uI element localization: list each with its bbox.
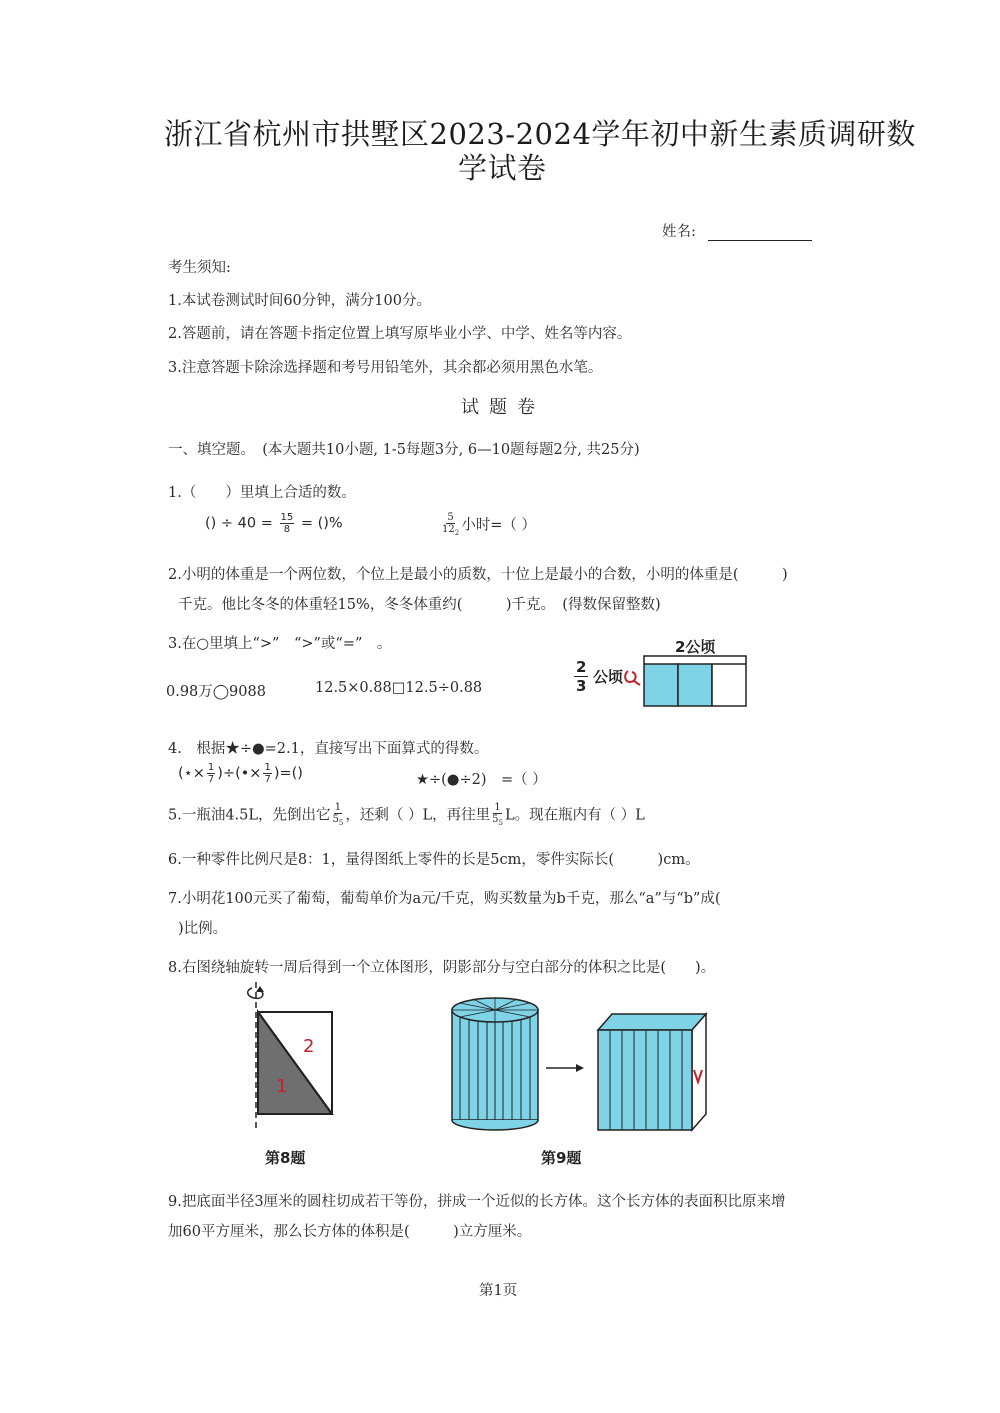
question-8: 8.右图绕轴旋转一周后得到一个立体图形，阴影部分与空白部分的体积之比是( )。 (168, 960, 716, 976)
q4-fraction (263, 762, 271, 785)
fraction-numerator: 1 (207, 762, 215, 773)
filled-part (644, 664, 678, 706)
question-7-line1: 7.小明花100元买了葡萄，葡萄单价为a元/千克，购买数量为b千克，那么“a”与“b”成( (168, 891, 721, 907)
q3-figure-unit: 公顷 (593, 668, 624, 686)
question-2-line2: 千克。他比冬冬的体重轻15%，冬冬体重约( )千克。 (得数保留整数) (178, 597, 661, 613)
name-field (662, 220, 812, 241)
cylinder-bottom (452, 1120, 538, 1130)
q1-fraction-b (442, 512, 459, 539)
question-9-line1: 9.把底面半径3厘米的圆柱切成若干等份，拼成一个近似的长方体。这个长方体的表面积比原来增 (168, 1194, 786, 1210)
q1-expression-a (205, 512, 343, 535)
notice-heading: 考生须知: (168, 260, 231, 276)
fraction-denominator (442, 524, 459, 539)
denominator-subscript: 5 (338, 819, 344, 827)
q4-fraction (207, 762, 215, 785)
question-7-line2: )比例。 (178, 921, 228, 937)
fraction-denominator (492, 814, 503, 829)
name-blank (708, 226, 812, 241)
bracket (644, 656, 746, 664)
fraction-numerator: 1 (494, 802, 501, 813)
q5-fraction (492, 802, 503, 829)
fraction-denominator: 3 (576, 677, 587, 695)
name-label: 姓名: (662, 224, 696, 240)
label-1: 1 (276, 1076, 288, 1097)
arrow-head (576, 1064, 584, 1072)
q1-expression-b (440, 512, 536, 539)
fraction-denominator: 8 (283, 524, 291, 535)
q4-expression-a (178, 762, 303, 785)
q1-expr-left: () ÷ 40 = (205, 515, 273, 532)
fraction-numerator: 15 (280, 512, 294, 523)
q3-figure-fraction (574, 658, 588, 695)
fraction-denominator (333, 814, 344, 829)
denominator-value: 12 (442, 524, 455, 535)
question-4: 4. 根据★÷●=2.1，直接写出下面算式的得数。 (168, 741, 489, 757)
q3-figure-top-label: 2公顷 (675, 638, 716, 656)
q5-part: 5.一瓶油4.5L，先倒出它 (168, 807, 331, 824)
q5-part: ，还剩（ ）L，再往里 (345, 807, 491, 824)
cuboid-top (598, 1014, 706, 1030)
page-title: 浙江省杭州市拱墅区2023-2024学年初中新生素质调研数 (164, 117, 916, 151)
notice-item: 3.注意答题卡除涂选择题和考号用铅笔外，其余都必须用黑色水笔。 (168, 360, 603, 376)
q5-fraction (333, 802, 344, 829)
fraction-numerator: 1 (334, 802, 342, 813)
q1-expr-b-right: 小时=（ ） (461, 517, 536, 534)
question-5 (168, 802, 645, 829)
denominator-value: 5 (332, 814, 339, 825)
red-mark-tail (634, 681, 640, 685)
arrow-head (256, 986, 264, 992)
fraction-denominator: 7 (207, 774, 215, 785)
fraction-numerator: 1 (264, 762, 271, 773)
q1-expr-right: = ()% (300, 515, 343, 532)
q3-expression-1: 0.98万◯9088 (166, 684, 266, 700)
notice-item: 2.答题前，请在答题卡指定位置上填写原毕业小学、中学、姓名等内容。 (168, 326, 632, 342)
q1-fraction (280, 512, 295, 535)
fraction-denominator: 7 (264, 774, 271, 785)
page-number: 第1页 (479, 1283, 518, 1299)
figure-9-caption: 第9题 (541, 1149, 582, 1167)
q5-part: L。现在瓶内有（ ）L (504, 807, 645, 824)
question-3: 3.在○里填上“>” “>”或“=” 。 (168, 636, 392, 652)
red-mark (625, 671, 635, 682)
q4-part: )÷(•× (217, 765, 262, 782)
q8-figure (240, 982, 340, 1152)
question-2-line1: 2.小明的体重是一个两位数，个位上是最小的质数，十位上是最小的合数，小明的体重是( ) (168, 567, 788, 583)
question-6: 6.一种零件比例尺是8：1，量得图纸上零件的长是5cm，零件实际长( )cm。 (168, 852, 700, 868)
notice-item: 1.本试卷测试时间60分钟，满分100分。 (168, 293, 431, 309)
section-title: 试题卷 (461, 397, 545, 418)
part-heading: 一、填空题。 (本大题共10小题, 1-5每题3分, 6—10题每题2分, 共25分) (168, 442, 640, 458)
question-9-line2: 加60平方厘米，那么长方体的体积是( )立方厘米。 (168, 1224, 532, 1240)
figure-8-caption: 第8题 (265, 1149, 306, 1167)
fraction-numerator: 5 (447, 512, 454, 523)
denominator-subscript: 5 (498, 819, 503, 827)
denominator-value: 5 (492, 814, 499, 825)
q4-part: (⋆× (178, 765, 205, 782)
q4-part: )=() (273, 765, 303, 782)
empty-part (712, 664, 746, 706)
fraction-numerator: 2 (576, 658, 587, 676)
denominator-subscript: 2 (454, 529, 460, 537)
q4-expression-b: ★÷(●÷2) =（ ） (416, 772, 547, 788)
label-2: 2 (303, 1036, 315, 1057)
filled-part (678, 664, 712, 706)
cuboid-front (598, 1030, 692, 1130)
q3-expression-2: 12.5×0.88□12.5÷0.88 (315, 680, 483, 696)
q3-area-diagram (620, 652, 750, 710)
q9-figure (440, 990, 740, 1140)
question-1: 1.（ ）里填上合适的数。 (168, 485, 356, 501)
page-title-continued: 学试卷 (458, 151, 547, 185)
